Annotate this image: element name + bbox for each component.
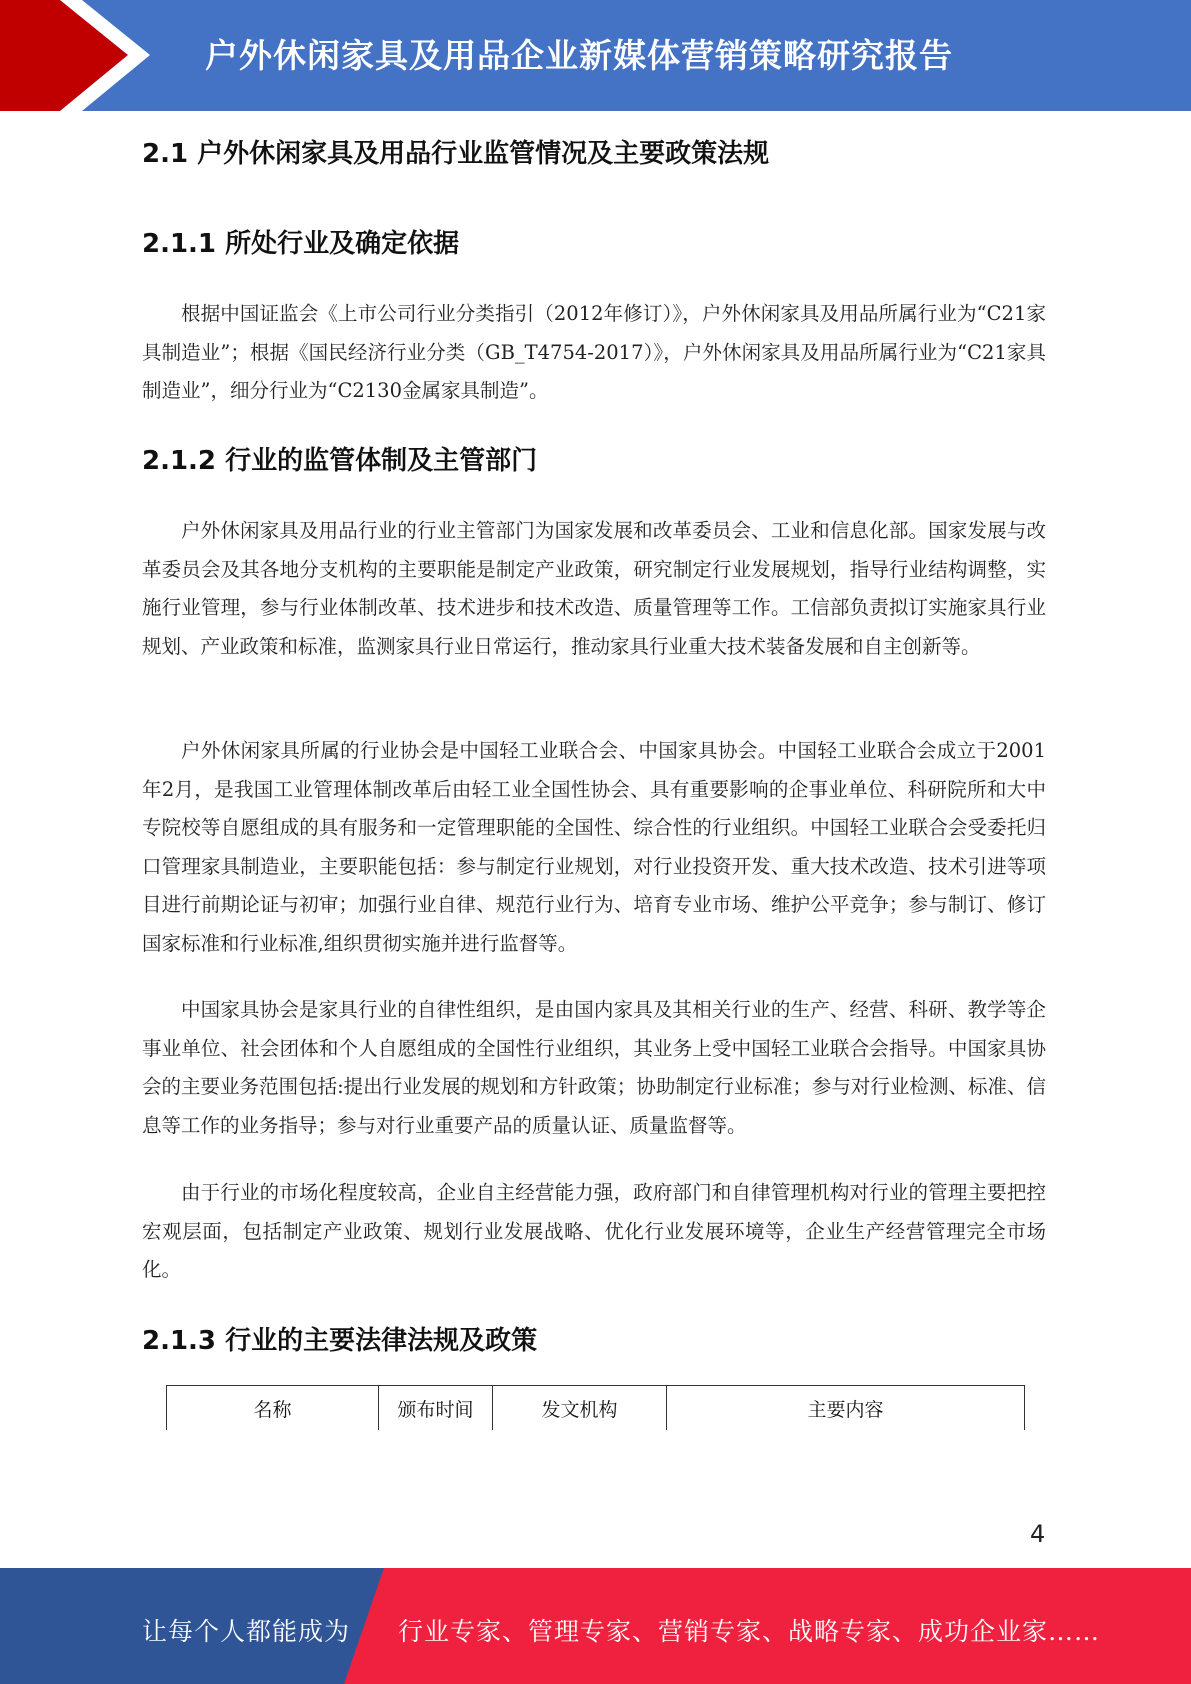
section-heading-2-1: 2.1 户外休闲家具及用品行业监管情况及主要政策法规 xyxy=(142,139,770,169)
section-heading-2-1-1: 2.1.1 所处行业及确定依据 xyxy=(142,229,460,259)
laws-table xyxy=(166,1385,1025,1430)
table-header-cell: 发文机构 xyxy=(493,1386,667,1431)
footer-slogan-right: 行业专家、管理专家、营销专家、战略专家、成功企业家…… xyxy=(398,1617,1101,1646)
table-header-cell: 主要内容 xyxy=(667,1386,1025,1431)
paragraph: 户外休闲家具所属的行业协会是中国轻工业联合会、中国家具协会。中国轻工业联合会成立于2001年2月，是我国工业管理体制改革后由轻工业全国性协会、具有重要影响的企事业单位、科研院所和大中专院校等自愿组成的具有服务和一定管理职能的全国性、综合性的行业组织。中国轻工业联合会受委托归口管理家具制造业，主要职能包括：参与制定行业规划，对行业投资开发、重大技术改造、技术引进等项目进行前期论证与初审；加强行业自律、规范行业行为、培育专业市场、维护公平竞争；参与制订、修订国家标准和行业标准,组织贯彻实施并进行监督等。 xyxy=(142,739,1046,955)
paragraph: 由于行业的市场化程度较高，企业自主经营能力强，政府部门和自律管理机构对行业的管理主要把控宏观层面，包括制定产业政策、规划行业发展战略、优化行业发展环境等，企业生产经营管理完全市场化。 xyxy=(142,1181,1046,1281)
section-heading-2-1-3: 2.1.3 行业的主要法律法规及政策 xyxy=(142,1326,538,1356)
document-title: 户外休闲家具及用品企业新媒体营销策略研究报告 xyxy=(205,36,953,75)
page-number: 4 xyxy=(1030,1520,1046,1548)
paragraph: 根据中国证监会《上市公司行业分类指引（2012年修订）》，户外休闲家具及用品所属行业为“C21家具制造业”；根据《国民经济行业分类（GB_T4754-2017）》，户外休闲家具及用品所属行业为“C21家具制造业”，细分行业为“C2130金属家具制造”。 xyxy=(142,302,1046,402)
paragraph: 中国家具协会是家具行业的自律性组织，是由国内家具及其相关行业的生产、经营、科研、教学等企事业单位、社会团体和个人自愿组成的全国性行业组织，其业务上受中国轻工业联合会指导。中国家具协会的主要业务范围包括:提出行业发展的规划和方针政策；协助制定行业标准；参与对行业检测、标准、信息等工作的业务指导；参与对行业重要产品的质量认证、质量监督等。 xyxy=(142,998,1046,1137)
header-banner xyxy=(0,0,1191,111)
footer-slogan-left: 让每个人都能成为 xyxy=(142,1617,351,1646)
table-header-cell: 名称 xyxy=(167,1386,379,1431)
table-header-row xyxy=(167,1386,1025,1431)
table-header-cell: 颁布时间 xyxy=(379,1386,493,1431)
header-chevron-icon xyxy=(0,0,160,111)
section-heading-2-1-2: 2.1.2 行业的监管体制及主管部门 xyxy=(142,446,538,476)
footer-banner xyxy=(0,1568,1191,1684)
paragraph: 户外休闲家具及用品行业的行业主管部门为国家发展和改革委员会、工业和信息化部。国家发展与改革委员会及其各地分支机构的主要职能是制定产业政策，研究制定行业发展规划，指导行业结构调整，实施行业管理，参与行业体制改革、技术进步和技术改造、质量管理等工作。工信部负责拟订实施家具行业规划、产业政策和标准，监测家具行业日常运行，推动家具行业重大技术装备发展和自主创新等。 xyxy=(142,519,1046,658)
